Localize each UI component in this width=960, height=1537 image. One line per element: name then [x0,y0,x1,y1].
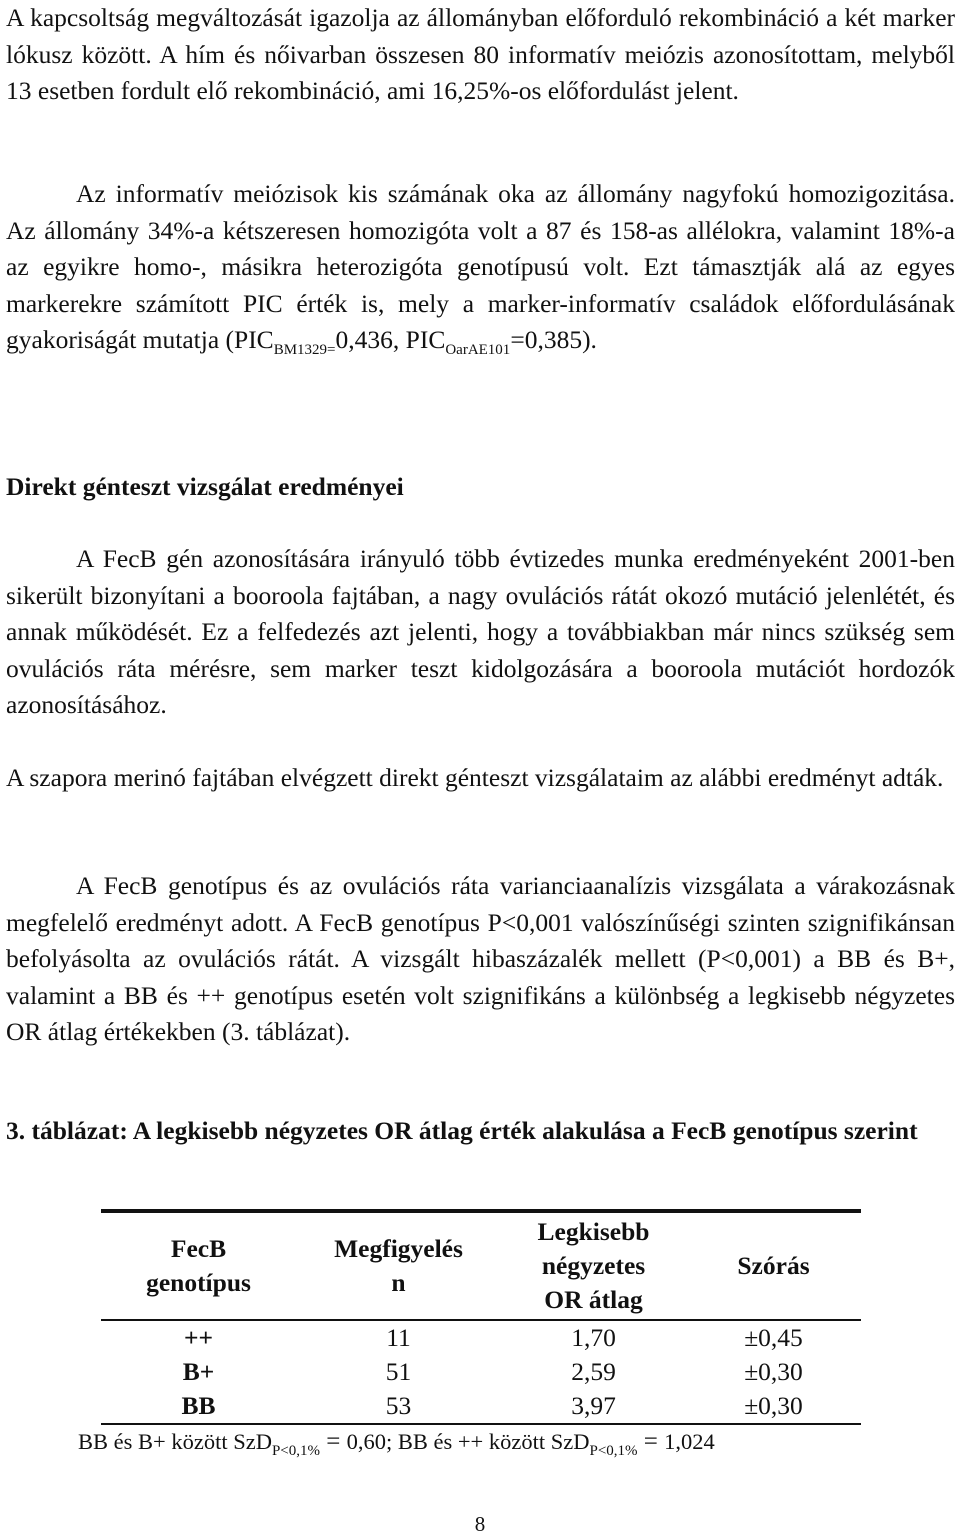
cell-genotype: B+ [182,1357,215,1386]
cell-n: 11 [386,1323,411,1352]
cell-n: 53 [385,1391,412,1420]
footnote-subscript: P<0,1% [271,1443,320,1459]
pic-subscript-bm1329: BM1329= [273,342,336,359]
paragraph-merino-results: A szapora merinó fajtában elvégzett direkt génteszt vizsgálataim az alábbi eredményt adták. [6,763,944,792]
cell-mean: 3,97 [571,1391,616,1420]
table-row [101,1355,861,1389]
paragraph-fecb-identification: A FecB gén azonosítására irányuló több évtizedes munka eredményeként 2001-ben sikerült bizonyítani a booroola fajtában, a nagy ovulációs rátát okozó mutáció jelenlétét, és annak működését. Ez a felfedezés azt jelenti, hogy a továbbiakban már nincs szükség sem ovulációs ráta mérésre, sem marker teszt kidolgozására a booroola mutációt hordozók azonosításához. [6,544,955,720]
header-least-squares-or-mean: Legkisebb négyzetes OR átlag [537,1217,650,1314]
paragraph-homozygosity [6,176,955,359]
cell-sd: ±0,45 [744,1323,803,1352]
cell-mean: 1,70 [571,1323,616,1352]
table-footnote: BB és B+ között SzD$_{P<0,1\%}$ = 0,60; BB és ++ között SzD$_{P<0,1\%}$ = 1,024 [78,1428,715,1459]
cell-genotype: BB [181,1391,216,1420]
cell-n: 51 [385,1357,412,1386]
cell-genotype: ++ [183,1323,214,1352]
table-caption: 3. táblázat: A legkisebb négyzetes OR átlag érték alakulása a FecB genotípus szerint [6,1116,918,1145]
paragraph-recombination: A kapcsoltság megváltozását igazolja az állományban előforduló rekombináció a két marker lókusz között. A hím és nőivarban összesen 80 informatív meiózis azonosítottam, melyből 13 esetben fordult elő rekombináció, ami 16,25%-os előfordulást jelent. [6,3,955,106]
paragraph-homozygosity-text: Az informatív meiózisok kis számának oka az állomány nagyfokú homozigozitása. Az állomány 34%-a kétszeresen homozigóta volt a 87 és 158-as allélokra, valamint 18%-a az egyikre homo-, másikra heterozigóta genotípusú volt. Ezt támasztják alá az egyes markerekre számított PIC érték is, mely a marker-informatív családok előfordulásának gyakoriságát mutatja (PIC [6,179,955,355]
cell-sd: ±0,30 [744,1391,803,1420]
section-heading: Direkt génteszt vizsgálat eredményei [6,472,404,501]
header-std-dev: Szórás [737,1251,810,1280]
footnote-subscript: P<0,1% [589,1443,638,1459]
pic-end-text: =0,385). [510,325,597,355]
table-header-row [101,1211,861,1320]
results-table [101,1209,861,1425]
paragraph-variance-analysis: A FecB genotípus és az ovulációs ráta varianciaanalízis vizsgálata a várakozásnak megfelelő eredményt adott. A FecB genotípus P<0,001 valószínűségi szinten szignifikánsan befolyásolta az ovulációs rátát. A vizsgált hibaszázalék mellett (P<0,001) a BB és B+, valamint a BB és ++ genotípus esetén volt szignifikáns a különbség a legkisebb négyzetes OR átlag értékekben (3. táblázat). [6,871,955,1047]
table-row [101,1389,861,1424]
pic-value-text: 0,436, PIC [335,325,446,355]
cell-mean: 2,59 [571,1357,616,1386]
header-observation-n: Megfigyelés n [334,1234,463,1297]
pic-subscript-oarae101: OarAE101 [445,342,511,359]
results-table-container [101,1209,861,1425]
table-row [101,1320,861,1355]
page-number: 8 [474,1512,486,1536]
cell-sd: ±0,30 [744,1357,803,1386]
header-fecb-genotype: FecB genotípus [146,1234,251,1297]
